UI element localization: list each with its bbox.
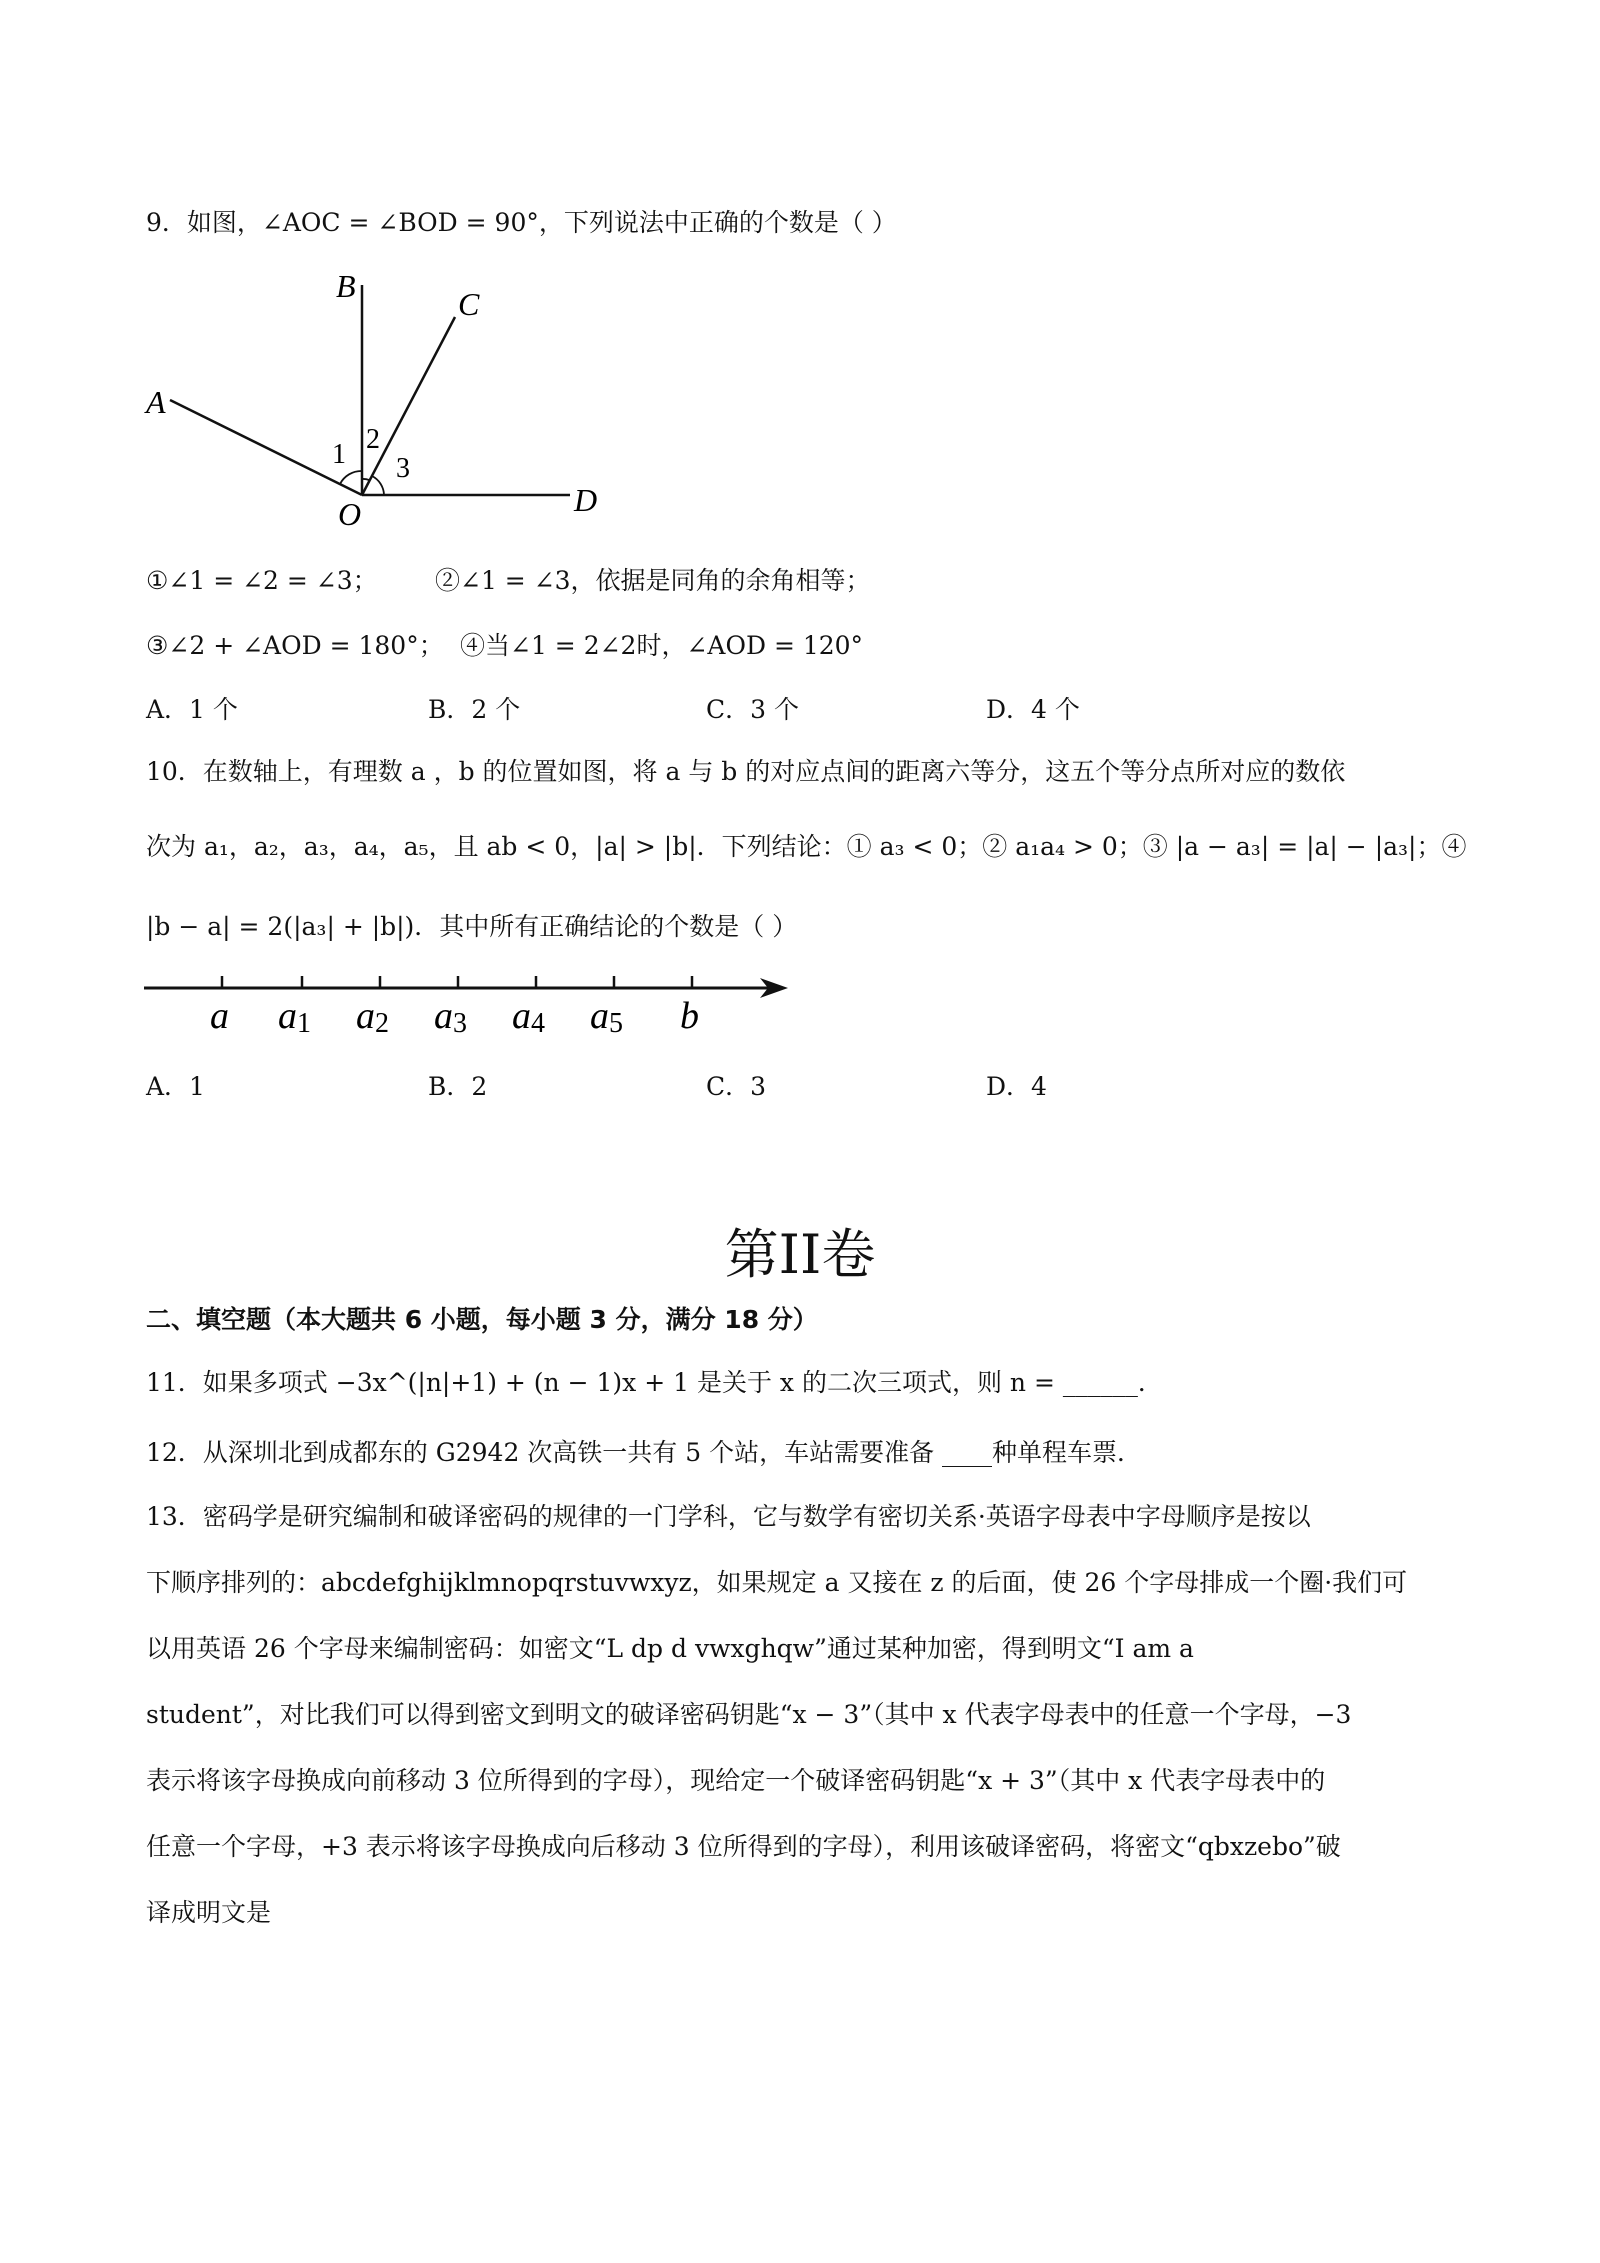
q10-option-b: B．2 (428, 1072, 488, 1101)
q9-option-c: C．3 个 (706, 695, 799, 724)
q10-line-2: 次为 a₁，a₂，a₃，a₄，a₅，且 ab < 0，|a| > |b|．下列结论：① a₃ < 0；② a₁a₄ > 0；③ |a − a₃| = |a| − |a₃|；④ (146, 832, 1467, 861)
label-a4: a4 (512, 995, 545, 1039)
q11: 11．如果多项式 −3x^(|n|+1) + (n − 1)x + 1 是关于 x 的二次三项式，则 n = ______． (146, 1368, 1163, 1397)
q9-stem: 9．如图，∠AOC = ∠BOD = 90°，下列说法中正确的个数是（ ） (146, 208, 897, 237)
q10-option-d: D．4 (986, 1072, 1047, 1101)
q13-line-5: 表示将该字母换成向前移动 3 位所得到的字母），现给定一个破译密码钥匙“x + 3”（其中 x 代表字母表中的 (146, 1766, 1326, 1795)
section-2-heading: 二、填空题（本大题共 6 小题，每小题 3 分，满分 18 分） (146, 1305, 818, 1334)
q9-statement-3: ③∠2 + ∠AOD = 180°； (146, 631, 444, 660)
q9-statement-1: ①∠1 = ∠2 = ∠3； (146, 566, 378, 595)
q9-option-d: D．4 个 (986, 695, 1080, 724)
label-b: b (680, 995, 699, 1037)
label-a5: a5 (590, 995, 623, 1039)
q10-option-a: A．1 (146, 1072, 205, 1101)
q13-line-7: 译成明文是 (146, 1898, 272, 1927)
q10-line-3: |b − a| = 2(|a₃| + |b|)．其中所有正确结论的个数是（ ） (146, 912, 798, 941)
label-d: D (574, 482, 598, 518)
q12: 12．从深圳北到成都东的 G2942 次高铁一共有 5 个站，车站需要准备 ____种单程车票． (146, 1438, 1143, 1467)
label-angle-2: 2 (366, 424, 380, 455)
q13-line-6: 任意一个字母，+3 表示将该字母换成向后移动 3 位所得到的字母），利用该破译密码，将密文“qbxzebo”破 (146, 1832, 1341, 1861)
label-b: B (336, 268, 356, 304)
q10-option-c: C．3 (706, 1072, 767, 1101)
label-a2: a2 (356, 995, 389, 1039)
q13-line-4: student”，对比我们可以得到密文到明文的破译密码钥匙“x − 3”（其中 x 代表字母表中的任意一个字母，−3 (146, 1700, 1352, 1729)
label-angle-3: 3 (396, 453, 410, 484)
q13-line-1: 13．密码学是研究编制和破译密码的规律的一门学科，它与数学有密切关系·英语字母表中字母顺序是按以 (146, 1502, 1311, 1531)
q9-option-b: B．2 个 (428, 695, 521, 724)
q10-number-line (140, 960, 800, 1040)
label-angle-1: 1 (332, 439, 346, 470)
q13-line-2: 下顺序排列的：abcdefghijklmnopqrstuvwxyz，如果规定 a 又接在 z 的后面，使 26 个字母排成一个圈·我们可 (146, 1568, 1408, 1597)
q9-angle-figure (140, 265, 620, 540)
part-2-title: 第II卷 (724, 1223, 876, 1286)
arc-angle-2 (362, 479, 369, 480)
label-c: C (458, 286, 480, 322)
label-a: A (146, 384, 166, 420)
label-a3: a3 (434, 995, 467, 1039)
q13-line-3: 以用英语 26 个字母来编制密码：如密文“L dp d vwxghqw”通过某种加密，得到明文“I am a (146, 1634, 1194, 1663)
q9-statement-2: ②∠1 = ∠3，依据是同角的余角相等； (435, 566, 871, 595)
arc-angle-3 (372, 476, 384, 495)
label-a1: a1 (278, 995, 311, 1039)
q10-line-1: 10．在数轴上，有理数 a ，b 的位置如图，将 a 与 b 的对应点间的距离六等分，这五个等分点所对应的数依 (146, 757, 1346, 786)
label-a: a (210, 995, 229, 1037)
label-o: O (338, 496, 362, 532)
q9-option-a: A．1 个 (146, 695, 238, 724)
q9-statement-4: ④当∠1 = 2∠2时，∠AOD = 120° (460, 631, 864, 660)
arc-angle-1 (340, 471, 362, 484)
